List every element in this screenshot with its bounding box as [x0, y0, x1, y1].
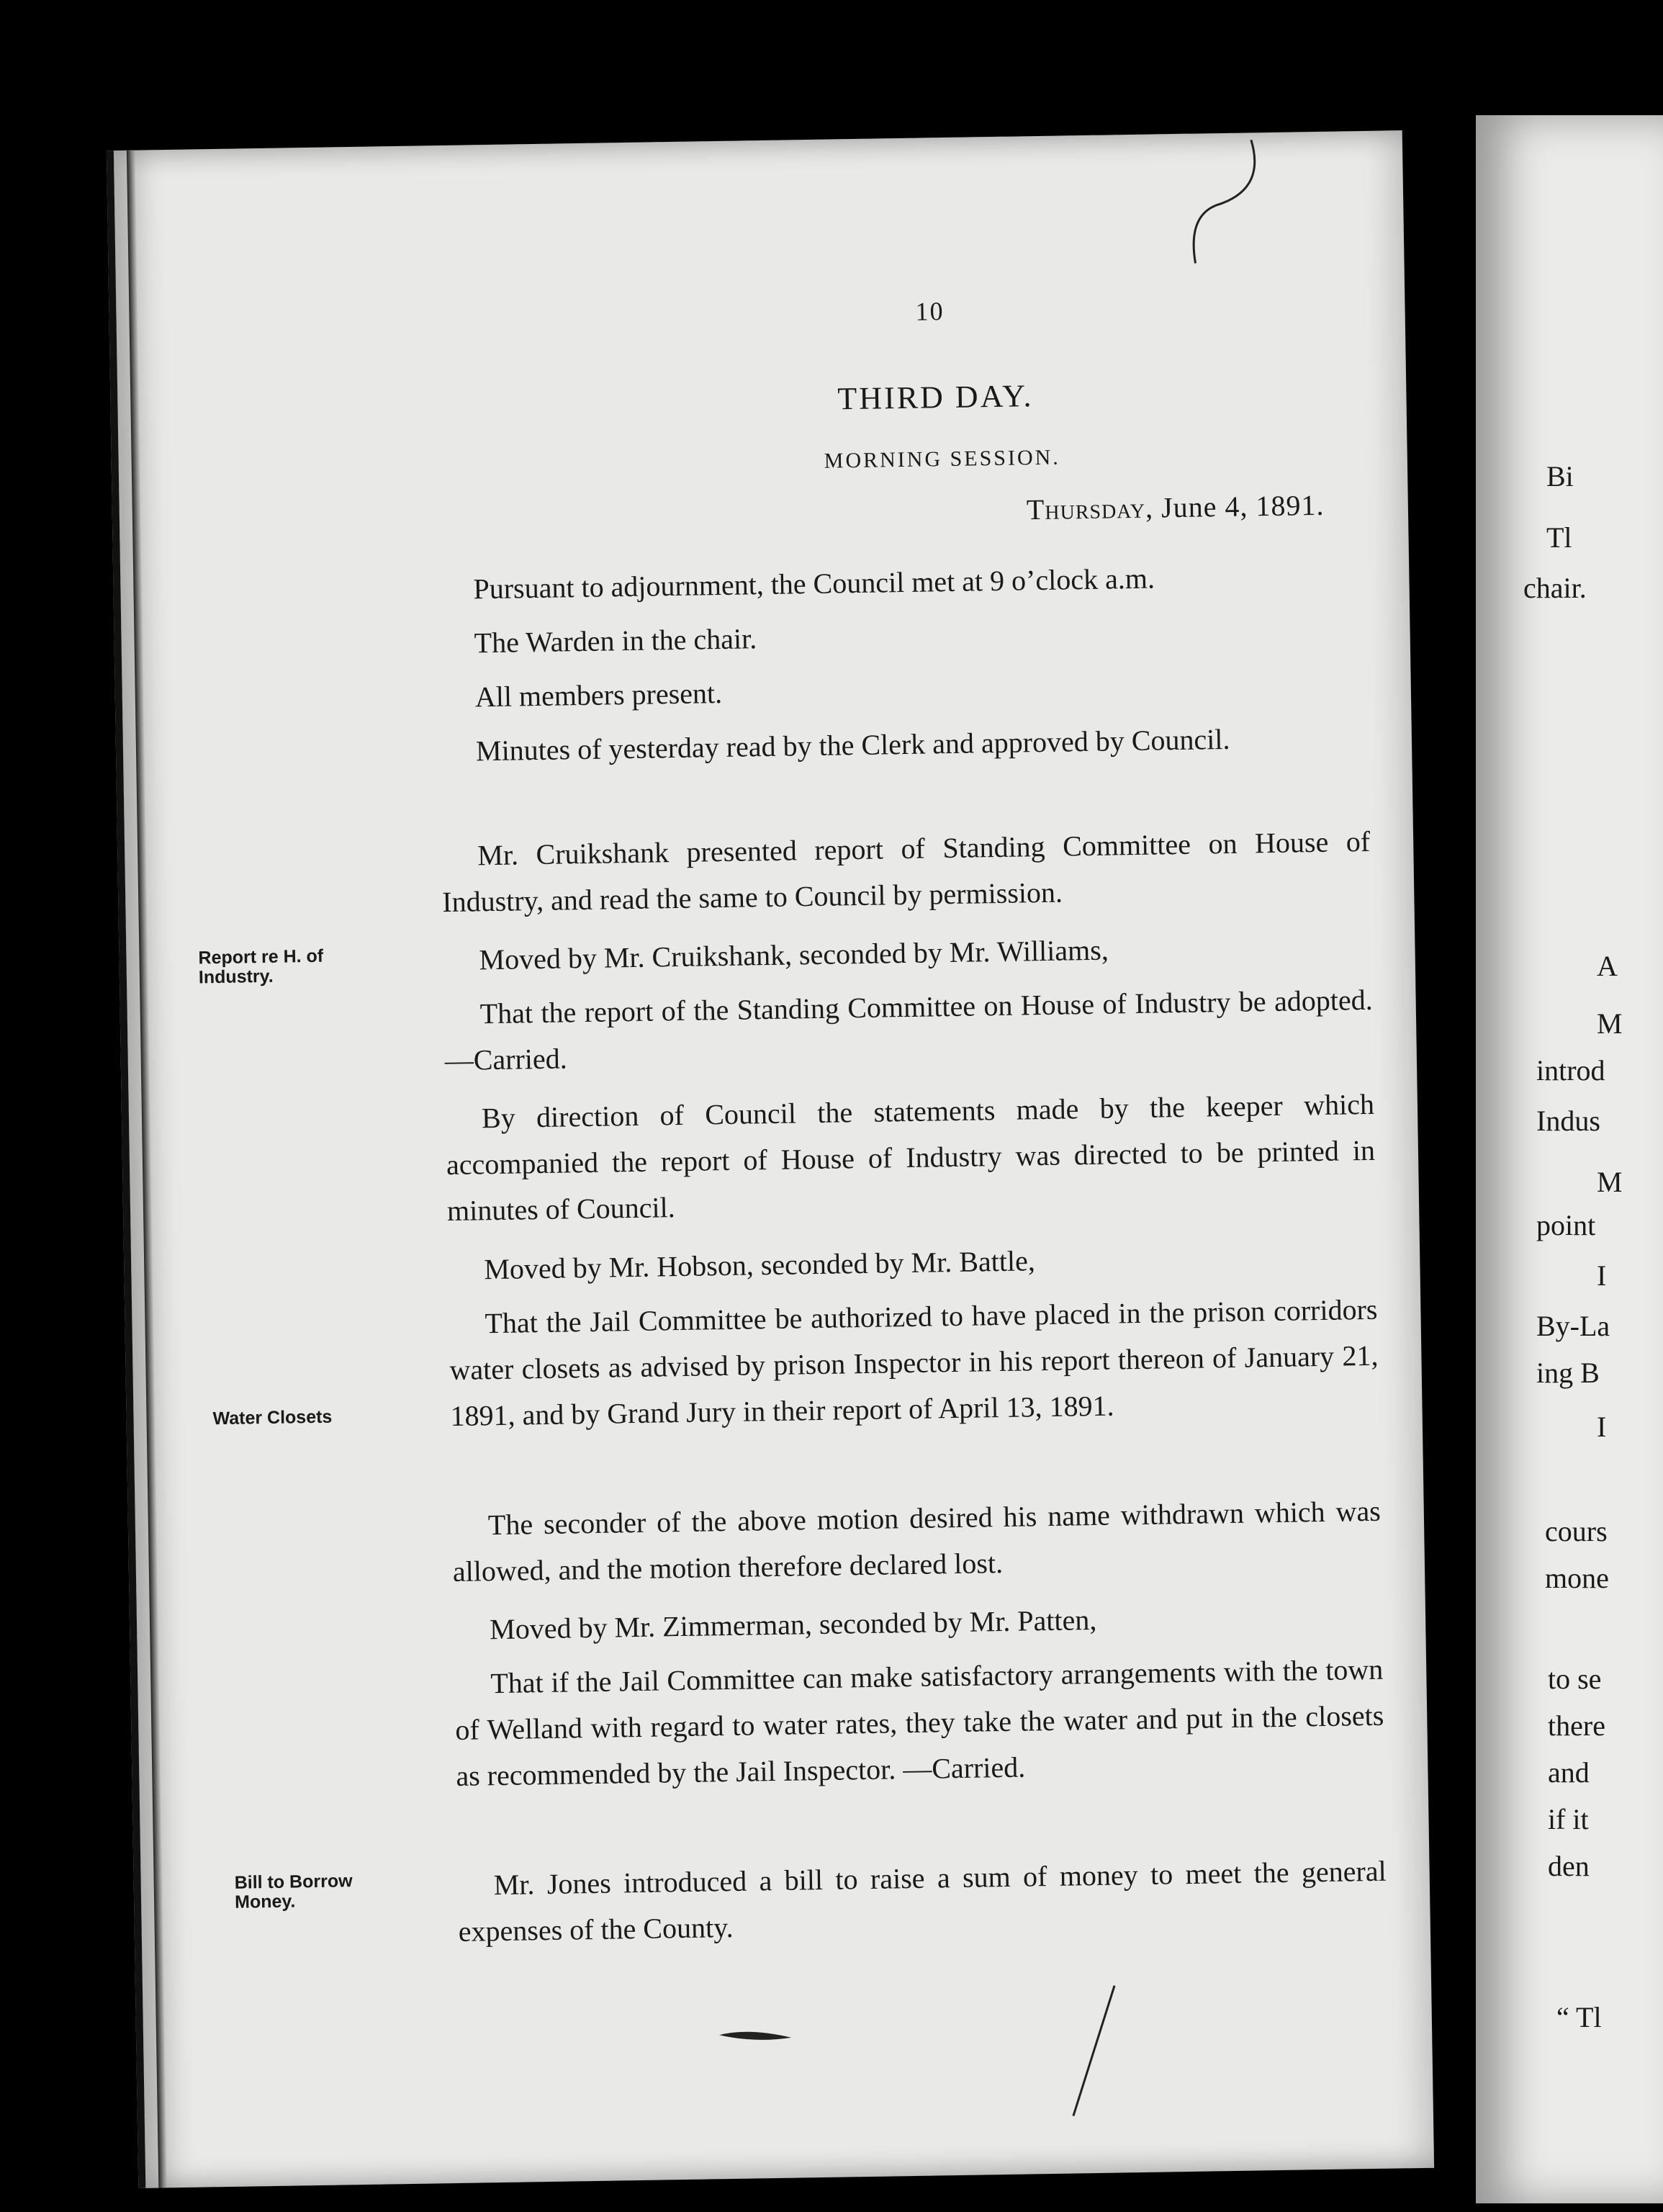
- session-heading: MORNING SESSION.: [824, 445, 1061, 473]
- right-page-fragment: den: [1548, 1850, 1590, 1882]
- paragraph: That if the Jail Committee can make satisfactory arrangements with the town of Welland with regard to water rates, they take the water and put in the closets as recommended by the Jail Inspector. —Carried.: [455, 1653, 1384, 1792]
- margin-note: Water Closets: [212, 1406, 333, 1429]
- paragraph: The Warden in the chair.: [474, 622, 757, 660]
- right-page-fragment: mone: [1545, 1562, 1609, 1594]
- paragraph: Moved by Mr. Zimmerman, seconded by Mr. Patten,: [489, 1603, 1097, 1646]
- right-page-fragment: there: [1548, 1709, 1605, 1742]
- paragraph: Minutes of yesterday read by the Clerk and approved by Council.: [475, 722, 1230, 768]
- right-page-fragment: Indus: [1536, 1105, 1600, 1137]
- ink-smudge-icon: [712, 2020, 799, 2050]
- right-page-fragment: By-La: [1536, 1310, 1610, 1342]
- pencil-mark-icon: [1064, 1978, 1124, 2123]
- paragraph: All members present.: [474, 676, 723, 714]
- right-page-fragment: cours: [1545, 1515, 1608, 1547]
- right-page-fragment: to se: [1548, 1663, 1602, 1695]
- right-page: [1476, 115, 1663, 2203]
- date-value: , June 4, 1891.: [1145, 488, 1325, 524]
- paragraph: Moved by Mr. Hobson, seconded by Mr. Battle,: [483, 1244, 1036, 1286]
- margin-note: Bill to Borrow Money.: [234, 1871, 353, 1912]
- paragraph: Moved by Mr. Cruikshank, seconded by Mr. Williams,: [479, 933, 1109, 976]
- right-page-fragment: if it: [1548, 1803, 1589, 1835]
- right-page-fragment: “ Tl: [1556, 2001, 1602, 2033]
- paragraph: By direction of Council the statements made by the keeper which accompanied the report of House of Industry was directed to be printed in minutes of Council.: [446, 1087, 1376, 1228]
- date-line: [1027, 488, 1325, 526]
- right-page-fragment: M: [1597, 1166, 1623, 1198]
- right-page-fragment: Bi: [1546, 460, 1574, 493]
- right-page-fragment: chair.: [1523, 572, 1587, 604]
- right-page-fragment: M: [1597, 1007, 1623, 1040]
- paragraph: The seconder of the above motion desired his name withdrawn which was allowed, and the motion therefore declared lost.: [452, 1494, 1382, 1588]
- date-weekday: Thursday: [1026, 491, 1146, 526]
- paragraph: That the Jail Committee be authorized to have placed in the prison corridors water closets as advised by prison Inspector in his report thereon of January 21, 1891, and by Grand Jury in their report of April 13, 1891.: [449, 1292, 1379, 1433]
- paragraph: Pursuant to adjournment, the Council met at 9 o’clock a.m.: [473, 562, 1155, 606]
- day-heading: THIRD DAY.: [837, 378, 1034, 417]
- left-page: [107, 130, 1434, 2188]
- page-number: 10: [915, 297, 945, 326]
- right-page-fragment: ing B: [1536, 1357, 1600, 1389]
- right-page-fragment: and: [1548, 1756, 1590, 1789]
- right-page-fragment: introd: [1536, 1054, 1605, 1087]
- margin-note: Report re H. of Industry.: [198, 945, 324, 988]
- right-page-fragment: Tl: [1546, 521, 1572, 554]
- pencil-mark-icon: [1158, 132, 1275, 278]
- right-page-fragment: A: [1597, 950, 1618, 982]
- right-page-fragment: I: [1597, 1259, 1607, 1292]
- right-page-fragment: I: [1597, 1411, 1607, 1443]
- right-page-fragment: point: [1536, 1209, 1596, 1241]
- paragraph: Mr. Cruikshank presented report of Standing Committee on House of Industry, and read the same to Council by permission.: [441, 824, 1371, 919]
- paragraph: Mr. Jones introduced a bill to raise a sum of money to meet the general expenses of the County.: [458, 1854, 1387, 1948]
- paragraph: That the report of the Standing Committee on House of Industry be adopted.—Carried.: [444, 983, 1373, 1077]
